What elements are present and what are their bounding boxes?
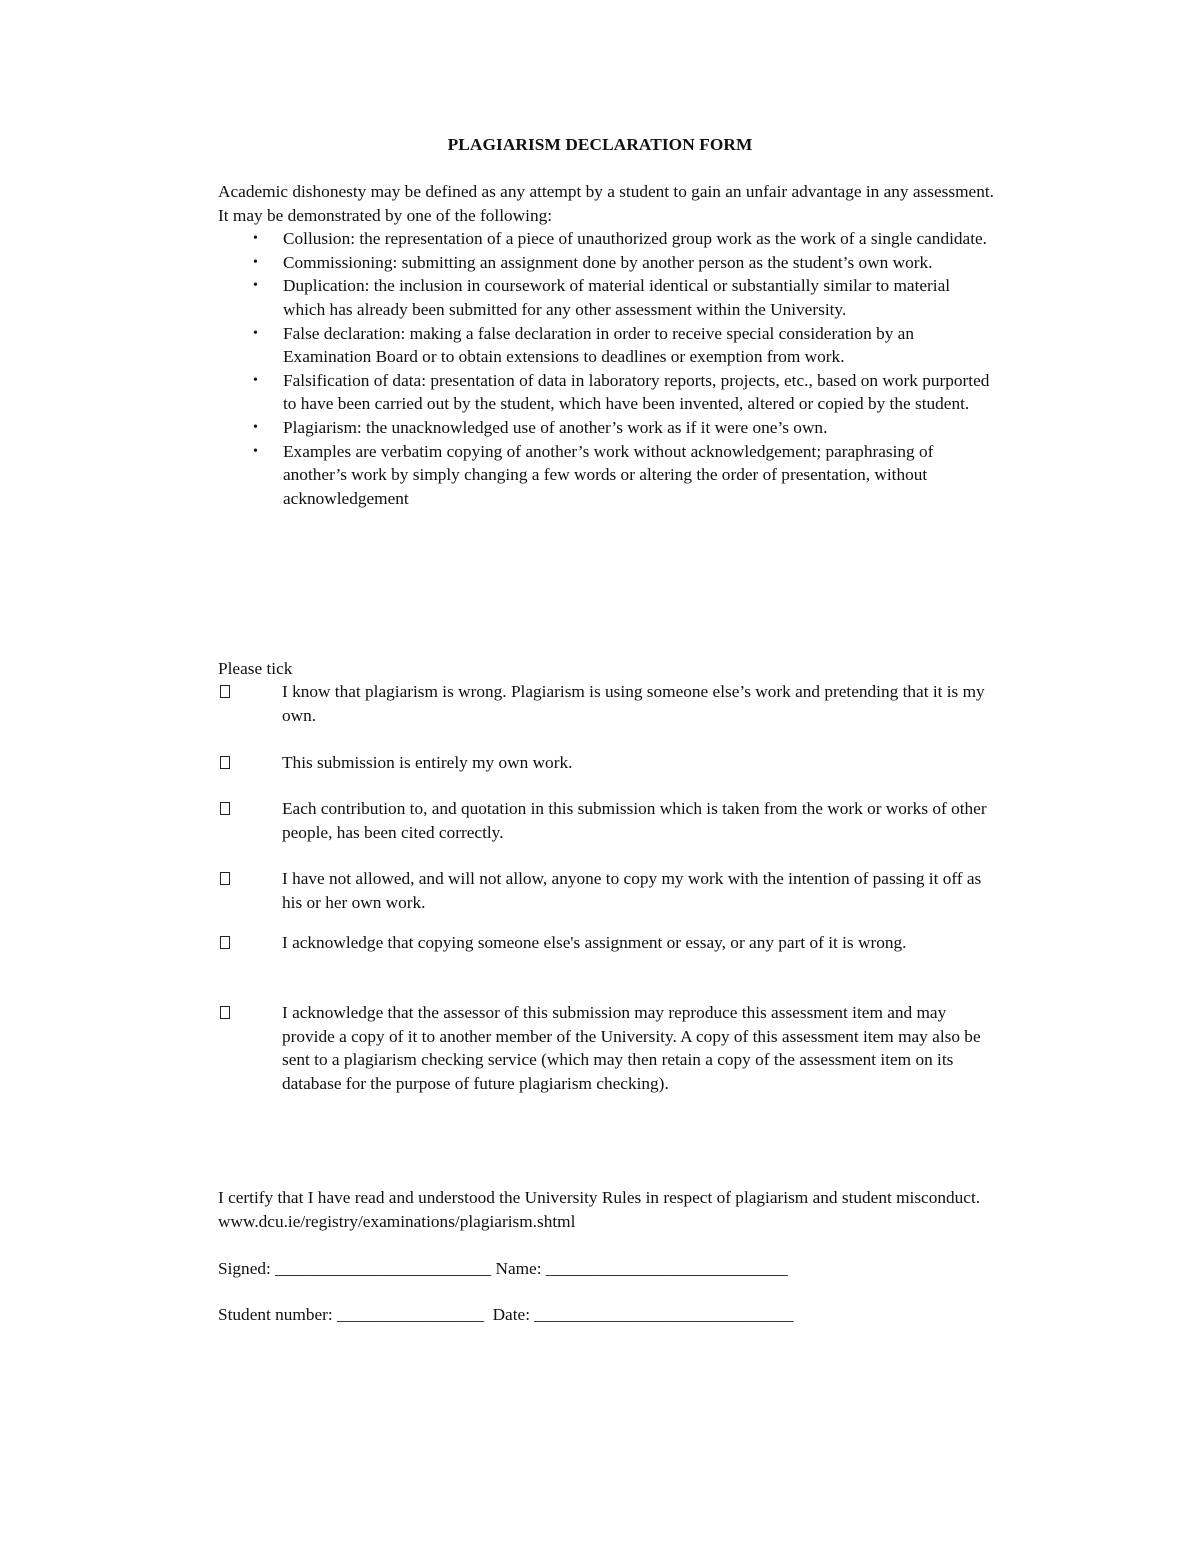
tick-item-text: I know that plagiarism is wrong. Plagiarism is using someone else’s work and pretending that it is my own. bbox=[282, 682, 985, 725]
tick-item-text: Each contribution to, and quotation in this submission which is taken from the work or works of other people, has been cited correctly. bbox=[282, 799, 987, 842]
certification-statement: I certify that I have read and understood the University Rules in respect of plagiarism and student misconduct. www.dcu.ie/registry/examinations/plagiarism.shtml bbox=[218, 1188, 981, 1231]
list-item-text: Plagiarism: the unacknowledged use of another’s work as if it were one’s own. bbox=[283, 417, 828, 437]
list-item bbox=[218, 369, 993, 416]
student-number-date-row[interactable]: Student number: _________________ Date: ______________________________ bbox=[218, 1305, 794, 1324]
bullet-icon: • bbox=[253, 372, 258, 388]
list-item bbox=[218, 251, 993, 275]
tick-item bbox=[218, 867, 998, 914]
tick-checkbox[interactable] bbox=[220, 1006, 230, 1019]
signed-name-row[interactable]: Signed: _________________________ Name: ____________________________ bbox=[218, 1259, 788, 1278]
list-item-text: Collusion: the representation of a piece of unauthorized group work as the work of a single candidate. bbox=[283, 229, 987, 249]
tick-item-text: I acknowledge that copying someone else's assignment or essay, or any part of it is wrong. bbox=[282, 933, 907, 952]
bullet-icon: • bbox=[253, 278, 258, 294]
bullet-icon: • bbox=[253, 443, 258, 459]
tick-checkbox[interactable] bbox=[220, 685, 230, 698]
page-title: PLAGIARISM DECLARATION FORM bbox=[447, 135, 753, 154]
list-item bbox=[218, 274, 993, 321]
bullet-icon: • bbox=[253, 231, 258, 247]
please-tick-label: Please tick bbox=[218, 659, 293, 678]
list-item bbox=[218, 227, 993, 251]
intro-paragraph: Academic dishonesty may be defined as any attempt by a student to gain an unfair advantage in any assessment. It may be demonstrated by one of the following: bbox=[218, 182, 994, 225]
tick-item-text: I acknowledge that the assessor of this submission may reproduce this assessment item and may provide a copy of it to another member of the University. A copy of this assessment item may also be sent to a plagiarism checking service (which may then retain a copy of the assessment item on its database for the purpose of future plagiarism checking). bbox=[282, 1003, 981, 1093]
tick-checkbox[interactable] bbox=[220, 802, 230, 815]
list-item bbox=[218, 322, 993, 369]
list-item-text: Examples are verbatim copying of another’s work without acknowledgement; paraphrasing of another’s work by simply changing a few words or altering the order of presentation, without acknowledgement bbox=[283, 441, 934, 508]
tick-item bbox=[218, 1001, 998, 1095]
list-item-text: False declaration: making a false declaration in order to receive special consideration by an Examination Board or to obtain extensions to deadlines or exemption from work. bbox=[283, 323, 914, 367]
tick-item bbox=[218, 751, 998, 775]
tick-item bbox=[218, 931, 998, 955]
intro-section bbox=[218, 180, 998, 510]
tick-checkbox[interactable] bbox=[220, 756, 230, 769]
tick-item-text: This submission is entirely my own work. bbox=[282, 753, 573, 772]
tick-checkbox[interactable] bbox=[220, 936, 230, 949]
bullet-icon: • bbox=[253, 419, 258, 435]
tick-item bbox=[218, 680, 998, 727]
list-item bbox=[218, 416, 993, 440]
bullet-icon: • bbox=[253, 254, 258, 270]
bullet-icon: • bbox=[253, 325, 258, 341]
tick-checkbox[interactable] bbox=[220, 872, 230, 885]
list-item-text: Commissioning: submitting an assignment done by another person as the student’s own work. bbox=[283, 252, 933, 272]
list-item-text: Duplication: the inclusion in coursework of material identical or substantially similar to material which has already been submitted for any other assessment within the University. bbox=[283, 276, 951, 319]
tick-item bbox=[218, 797, 998, 844]
list-item bbox=[218, 440, 993, 511]
dishonesty-list bbox=[218, 227, 998, 510]
tick-item-text: I have not allowed, and will not allow, anyone to copy my work with the intention of passing it off as his or her own work. bbox=[282, 869, 982, 912]
list-item-text: Falsification of data: presentation of data in laboratory reports, projects, etc., based on work purported to have been carried out by the student, which have been invented, altered or copied by the student. bbox=[283, 370, 990, 414]
